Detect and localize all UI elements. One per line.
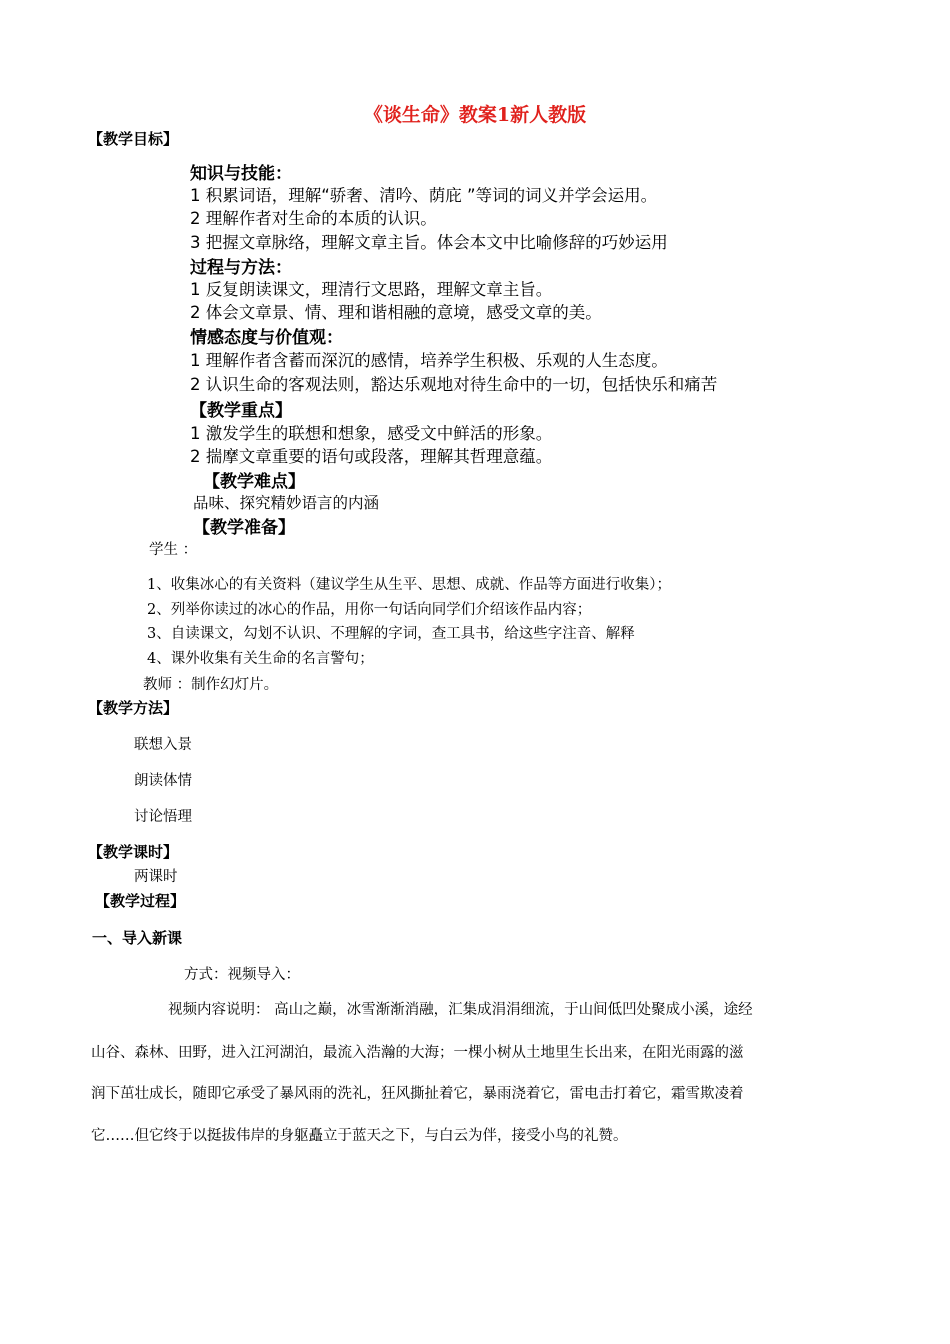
intro-heading: 一、导入新课 xyxy=(92,929,183,947)
list-item: 1 理解作者含蓄而深沉的感情，培养学生积极、乐观的人生态度。 xyxy=(190,351,668,370)
list-item: 讨论悟理 xyxy=(134,809,192,825)
process-section-heading: 【教学过程】 xyxy=(95,892,186,910)
list-item: 联想入景 xyxy=(134,737,192,753)
hours-heading: 【教学课时】 xyxy=(88,843,179,861)
objectives-heading: 【教学目标】 xyxy=(88,130,179,148)
list-item: 2 揣摩文章重要的语句或段落，理解其哲理意蕴。 xyxy=(190,447,553,466)
preparation-heading: 【教学准备】 xyxy=(193,518,295,538)
list-item: 2 认识生命的客观法则，豁达乐观地对待生命中的一切，包括快乐和痛苦 xyxy=(190,375,718,394)
difficulties-text: 品味、探究精妙语言的内涵 xyxy=(193,494,380,512)
intro-method: 方式：视频导入： xyxy=(184,967,300,983)
page-title: 《谈生命》教案1新人教版 xyxy=(363,104,587,126)
list-item: 朗读体情 xyxy=(134,773,192,789)
list-item: 2、列举你读过的冰心的作品，用你一句话向同学们介绍该作品内容； xyxy=(147,602,592,618)
list-item: 3 把握文章脉络，理解文章主旨。体会本文中比喻修辞的巧妙运用 xyxy=(190,233,668,252)
difficulties-heading: 【教学难点】 xyxy=(203,472,305,492)
list-item: 4、课外收集有关生命的名言警句； xyxy=(147,651,374,667)
paragraph-line: 视频内容说明： 高山之巅，冰雪渐渐消融，汇集成涓涓细流，于山间低凹处聚成小溪，途经 xyxy=(168,1002,753,1018)
key-points-heading: 【教学重点】 xyxy=(190,401,292,421)
student-label: 学生 ： xyxy=(149,542,198,558)
paragraph-line: 山谷、森林、田野，进入江河湖泊，最流入浩瀚的大海；一棵小树从土地里生长出来，在阳光雨露的滋 xyxy=(91,1045,744,1061)
methods-heading: 【教学方法】 xyxy=(88,699,179,717)
list-item: 3、自读课文，勾划不认识、不理解的字词，查工具书，给这些字注音、解释 xyxy=(147,626,635,642)
list-item: 2 体会文章景、情、理和谐相融的意境，感受文章的美。 xyxy=(190,303,602,322)
list-item: 1 激发学生的联想和想象，感受文中鲜活的形象。 xyxy=(190,424,553,443)
knowledge-heading: 知识与技能： xyxy=(190,164,292,184)
process-heading: 过程与方法： xyxy=(190,258,292,278)
attitude-heading: 情感态度与价值观： xyxy=(190,328,343,348)
paragraph-line: 它……但它终于以挺拔伟岸的身躯矗立于蓝天之下，与白云为伴，接受小鸟的礼赞。 xyxy=(91,1128,628,1144)
teacher-prep: 教师 ：制作幻灯片。 xyxy=(143,677,279,693)
hours-text: 两课时 xyxy=(134,869,178,885)
list-item: 2 理解作者对生命的本质的认识。 xyxy=(190,209,437,228)
list-item: 1、收集冰心的有关资料（建议学生从生平、思想、成就、作品等方面进行收集）； xyxy=(147,577,671,593)
paragraph-line: 润下茁壮成长，随即它承受了暴风雨的洗礼，狂风撕扯着它，暴雨浇着它，雷电击打着它，霜雪欺凌着 xyxy=(91,1086,744,1102)
list-item: 1 积累词语，理解“骄奢、清吟、荫庇 ”等词的词义并学会运用。 xyxy=(190,186,658,205)
list-item: 1 反复朗读课文，理清行文思路，理解文章主旨。 xyxy=(190,280,553,299)
